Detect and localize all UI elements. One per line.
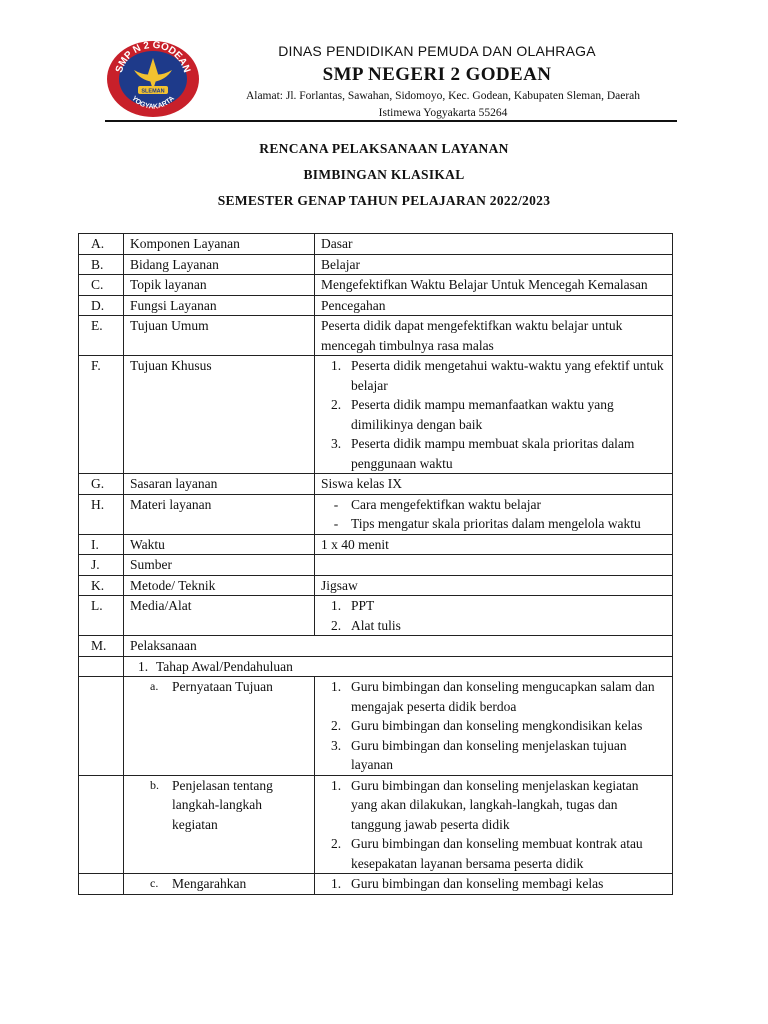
row-label: Bidang Layanan [124, 254, 315, 275]
document-titles [0, 136, 768, 214]
row-waktu [79, 534, 673, 555]
list-number: 1. [330, 598, 342, 613]
row-value [315, 775, 673, 874]
row-bidang [79, 254, 673, 275]
row-letter: E. [79, 316, 124, 356]
row-value: Mengefektifkan Waktu Belajar Untuk Mencegah Kemalasan [315, 275, 673, 296]
list-number: 2. [330, 397, 342, 412]
list-item: 3. Guru bimbingan dan konseling menjelaskan tujuan layanan [321, 736, 666, 775]
list-number: 3. [330, 737, 342, 753]
row-label: Tujuan Umum [124, 316, 315, 356]
row-mengarahkan [79, 874, 673, 895]
doc-title-2: BIMBINGAN KLASIKAL [303, 167, 465, 182]
row-label: Metode/ Teknik [124, 575, 315, 596]
bullet: - [333, 516, 339, 531]
school-address-line-2: Istimewa Yogyakarta 55264 [378, 107, 508, 119]
list-number: 1. [330, 358, 342, 373]
row-komponen [79, 234, 673, 255]
list-item: 1. Peserta didik mengetahui waktu-waktu yang efektif untuk belajar [321, 356, 666, 395]
list-item: - Cara mengefektifkan waktu belajar [321, 495, 666, 515]
row-media [79, 596, 673, 636]
rpl-table [78, 233, 673, 895]
row-tujuan-khusus [79, 356, 673, 474]
row-tujuan-umum [79, 316, 673, 356]
school-address-line-1: Alamat: Jl. Forlantas, Sawahan, Sidomoyo, Kec. Godean, Kabupaten Sleman, Daerah [245, 90, 641, 102]
row-value: Peserta didik dapat mengefektifkan waktu belajar untuk mencegah timbulnya rasa malas [315, 316, 673, 356]
row-value [315, 677, 673, 776]
row-value: Pencegahan [315, 295, 673, 316]
tahap-label: 1. Tahap Awal/Pendahuluan [124, 656, 673, 677]
school-name: SMP NEGERI 2 GODEAN [322, 64, 552, 85]
sub-letter: b. [150, 777, 159, 792]
doc-title-3: SEMESTER GENAP TAHUN PELAJARAN 2022/2023 [217, 193, 551, 208]
row-label: Media/Alat [124, 596, 315, 636]
row-label: Sumber [124, 555, 315, 576]
row-pernyataan-tujuan [79, 677, 673, 776]
list-number: 1. [330, 876, 342, 891]
list-item: - Tips mengatur skala prioritas dalam mengelola waktu [321, 514, 666, 534]
list-item: 2. Peserta didik mampu memanfaatkan waktu yang dimilikinya dengan baik [321, 395, 666, 434]
row-fungsi [79, 295, 673, 316]
list-item: 2. Guru bimbingan dan konseling mengkondisikan kelas [321, 716, 666, 736]
row-label: Pelaksanaan [124, 636, 673, 657]
row-sasaran [79, 474, 673, 495]
row-value: 1 x 40 menit [315, 534, 673, 555]
tahap-number: 1. [137, 658, 149, 674]
row-metode [79, 575, 673, 596]
doc-title-1: RENCANA PELAKSANAAN LAYANAN [259, 141, 509, 156]
row-value [315, 494, 673, 534]
row-value [315, 596, 673, 636]
list-item: 1. PPT [321, 596, 666, 616]
row-letter: L. [79, 596, 124, 636]
row-label: Tujuan Khusus [124, 356, 315, 474]
row-label: Waktu [124, 534, 315, 555]
list-number: 1. [330, 679, 342, 694]
list-item: 2. Alat tulis [321, 616, 666, 636]
row-letter: G. [79, 474, 124, 495]
row-value [315, 555, 673, 576]
row-sumber [79, 555, 673, 576]
row-value: Belajar [315, 254, 673, 275]
list-number: 1. [330, 777, 342, 793]
row-materi [79, 494, 673, 534]
row-value: Jigsaw [315, 575, 673, 596]
row-label: Materi layanan [124, 494, 315, 534]
list-item: 2. Guru bimbingan dan konseling membuat kontrak atau kesepakatan layanan bersama peserta didik [321, 834, 666, 873]
list-item: 1. Guru bimbingan dan konseling menjelaskan kegiatan yang akan dilakukan, langkah-langkah, tugas dan tanggung jawab peserta didik [321, 776, 666, 835]
logo-ring-text: SMP N 2 GODEAN [113, 40, 193, 75]
row-value [315, 874, 673, 895]
logo-bottom-text: YOGYAKARTA [130, 95, 176, 111]
logo-ribbon-text: SLEMAN [141, 88, 165, 95]
row-letter: C. [79, 275, 124, 296]
school-logo [106, 40, 200, 118]
row-value: Siswa kelas IX [315, 474, 673, 495]
sub-label: a. Pernyataan Tujuan [124, 677, 315, 776]
list-number: 2. [330, 617, 342, 633]
sub-letter: c. [150, 876, 159, 890]
list-item: 3. Peserta didik mampu membuat skala prioritas dalam penggunaan waktu [321, 434, 666, 473]
row-label: Topik layanan [124, 275, 315, 296]
row-label: Sasaran layanan [124, 474, 315, 495]
row-letter: B. [79, 254, 124, 275]
row-tahap-awal [79, 656, 673, 677]
row-value [315, 356, 673, 474]
row-label: Fungsi Layanan [124, 295, 315, 316]
sub-label: c. Mengarahkan [124, 874, 315, 895]
letterhead-divider [105, 120, 677, 122]
row-letter: J. [79, 555, 124, 576]
row-penjelasan [79, 775, 673, 874]
sub-letter: a. [150, 679, 159, 693]
list-number: 2. [330, 836, 342, 851]
row-letter: F. [79, 356, 124, 474]
row-topik [79, 275, 673, 296]
row-letter: I. [79, 534, 124, 555]
row-label: Komponen Layanan [124, 234, 315, 255]
list-number: 2. [330, 718, 342, 733]
list-number: 3. [330, 436, 342, 451]
row-value: Dasar [315, 234, 673, 255]
row-letter: H. [79, 494, 124, 534]
agency-name: DINAS PENDIDIKAN PEMUDA DAN OLAHRAGA [278, 43, 596, 59]
row-letter: M. [79, 636, 124, 657]
letterhead [200, 40, 674, 122]
row-letter: K. [79, 575, 124, 596]
bullet: - [333, 496, 339, 512]
sub-label: b. Penjelasan tentang langkah-langkah kegiatan [124, 775, 315, 874]
list-item: 1. Guru bimbingan dan konseling membagi kelas [321, 874, 666, 894]
list-item: 1. Guru bimbingan dan konseling mengucapkan salam dan mengajak peserta didik berdoa [321, 677, 666, 716]
row-letter: A. [79, 234, 124, 255]
row-pelaksanaan [79, 636, 673, 657]
row-letter: D. [79, 295, 124, 316]
